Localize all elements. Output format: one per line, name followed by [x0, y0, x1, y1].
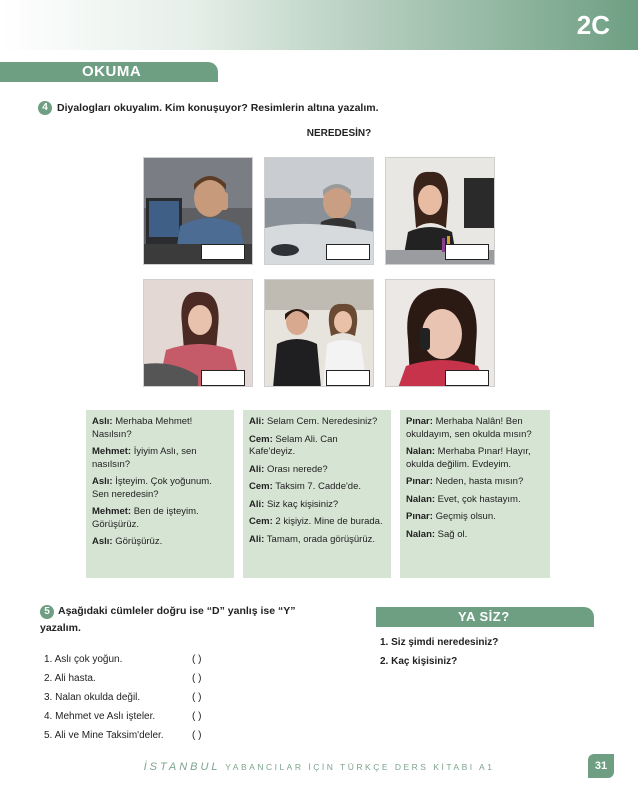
dialog-line: Aslı: Merhaba Mehmet! Nasılsın? [92, 416, 193, 440]
footer-book-title [0, 761, 638, 773]
dialog-line: Nalan: Merhaba Pınar! Hayır, okulda değilim. Evdeyim. [406, 446, 531, 470]
answer-box-1[interactable] [201, 244, 245, 260]
dialog-line: Nalan: Evet, çok hastayım. [406, 493, 521, 505]
dialog-line: Pınar: Merhaba Nalân! Ben okuldayım, sen okulda mısın? [406, 416, 532, 440]
ya-siz-tab: YA SİZ? [376, 607, 594, 627]
lesson-code: 2C [576, 10, 610, 40]
answer-box-5[interactable] [326, 370, 370, 386]
dialog-box-2 [243, 410, 391, 578]
dialog-line: Ali: Tamam, orada görüşürüz. [249, 533, 376, 545]
answer-blank[interactable]: ( ) [192, 711, 202, 722]
answer-box-4[interactable] [201, 370, 245, 386]
dialog-box-3 [400, 410, 550, 578]
answer-blank[interactable]: ( ) [192, 673, 202, 684]
dialog-line: Aslı: İşteyim. Çok yoğunum. Sen neredesin? [92, 476, 212, 500]
answer-blank[interactable]: ( ) [192, 692, 202, 703]
footer-subtitle: YABANCILAR İÇİN TÜRKÇE DERS KİTABI A1 [225, 762, 495, 772]
statement-item: 4. Mehmet ve Aslı işteler. [44, 711, 156, 722]
statement-item: 5. Ali ve Mine Taksim'deler. [44, 730, 164, 741]
dialog-line: Mehmet: Ben de işteyim. Görüşürüz. [92, 506, 199, 530]
answer-box-6[interactable] [445, 370, 489, 386]
dialog-line: Ali: Orası nerede? [249, 463, 328, 475]
dialog-line: Cem: 2 kişiyiz. Mine de burada. [249, 516, 383, 527]
dialog-line: Cem: Selam Ali. Can Kafe'deyiz. [249, 433, 338, 457]
ya-siz-question: 2. Kaç kişisiniz? [380, 656, 458, 667]
answer-blank[interactable]: ( ) [192, 654, 202, 665]
exercise-5-number: 5 [40, 605, 54, 619]
answer-box-3[interactable] [445, 244, 489, 260]
top-banner [0, 0, 638, 50]
dialog-line: Pınar: Neden, hasta mısın? [406, 476, 524, 487]
statement-item: 1. Aslı çok yoğun. [44, 654, 123, 665]
ya-siz-question: 1. Siz şimdi neredesiniz? [380, 637, 499, 648]
page-number: 31 [588, 754, 614, 778]
dialog-line: Ali: Siz kaç kişisiniz? [249, 498, 339, 510]
exercise-5-instruction-line2: yazalım. [40, 622, 81, 634]
okuma-tab: OKUMA [0, 62, 218, 82]
dialog-line: Pınar: Geçmiş olsun. [406, 511, 496, 522]
dialog-line: Ali: Selam Cem. Neredesiniz? [249, 416, 378, 427]
dialog-line: Mehmet: İyiyim Aslı, sen nasılsın? [92, 446, 197, 470]
statement-item: 2. Ali hasta. [44, 673, 96, 684]
footer-istanbul: İSTANBUL [143, 761, 221, 773]
answer-box-2[interactable] [326, 244, 370, 260]
exercise-4-instruction: Diyalogları okuyalım. Kim konuşuyor? Resimlerin altına yazalım. [57, 102, 379, 114]
exercise-4-number: 4 [38, 101, 52, 115]
answer-blank[interactable]: ( ) [192, 730, 202, 741]
statement-item: 3. Nalan okulda değil. [44, 692, 141, 703]
dialog-section-title: NEREDESİN? [306, 128, 372, 139]
dialog-line: Nalan: Sağ ol. [406, 528, 468, 540]
dialog-line: Aslı: Görüşürüz. [92, 536, 163, 547]
dialog-line: Cem: Taksim 7. Cadde'de. [249, 481, 362, 492]
exercise-5-instruction-line1: Aşağıdaki cümleler doğru ise “D” yanlış ise “Y” [58, 605, 296, 617]
dialog-box-1 [86, 410, 234, 578]
